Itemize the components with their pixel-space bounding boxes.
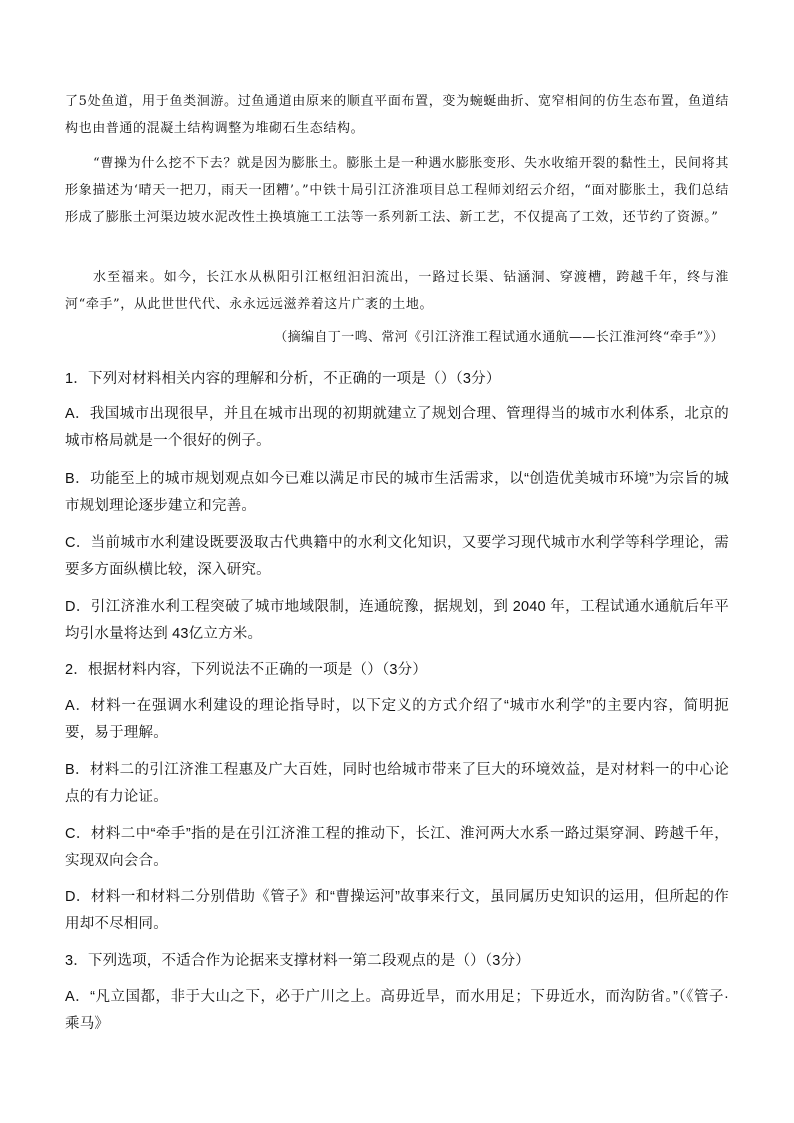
question-2-option-b: B．材料二的引江济淮工程惠及广大百姓，同时也给城市带来了巨大的环境效益，是对材料一的中心论点的有力论证。 [65, 762, 729, 805]
question-2-option-c: C．材料二中“牵手”指的是在引江济淮工程的推动下，长江、淮河两大水系一路过渠穿洞、跨越千年，实现双向会合。 [65, 826, 729, 869]
passage-source-citation: （摘编自丁一鸣、常河《引江济淮工程试通水通航——长江淮河终“牵手”》） [274, 330, 724, 345]
question-3-stem: 3．下列选项，不适合作为论据来支撑材料一第二段观点的是（）（3分） [65, 953, 530, 969]
passage-paragraph-1: 了5处鱼道，用于鱼类洄游。过鱼通道由原来的顺直平面布置，变为蜿蜒曲折、宽窄相间的仿生态布置，鱼道结构也由普通的混凝土结构调整为堆砌石生态结构。 [65, 94, 729, 136]
passage-paragraph-2: “曹操为什么挖不下去？就是因为膨胀土。膨胀土是一种遇水膨胀变形、失水收缩开裂的黏性土，民间将其形象描述为‘晴天一把刀，雨天一团糟’。”中铁十局引江济淮项目总工程师刘绍云介绍，“面对膨胀土，我们总结形成了膨胀土河渠边坡水泥改性土换填施工工法等一系列新工法、新工艺，不仅提高了工效，还节约了资源。” [65, 156, 729, 225]
passage-paragraph-3: 水至福来。如今，长江水从枞阳引江枢纽汩汩流出，一路过长渠、钻涵洞、穿渡槽，跨越千年，终与淮河“牵手”，从此世世代代、永永远远滋养着这片广袤的土地。 [65, 270, 729, 312]
question-1-option-b: B．功能至上的城市规划观点如今已难以满足市民的城市生活需求，以“创造优美城市环境”为宗旨的城市规划理论逐步建立和完善。 [65, 471, 729, 514]
question-1-option-d: D．引江济淮水利工程突破了城市地域限制，连通皖豫，据规划，到 2040 年，工程试通水通航后年平均引水量将达到 43亿立方米。 [65, 599, 729, 642]
question-2-option-a: A．材料一在强调水利建设的理论指导时，以下定义的方式介绍了“城市水利学”的主要内容，简明扼要，易于理解。 [65, 698, 729, 741]
question-2-option-d: D．材料一和材料二分别借助《管子》和“曹操运河”故事来行文，虽同属历史知识的运用，但所起的作用却不尽相同。 [65, 889, 729, 932]
question-1-option-a: A．我国城市出现很早，并且在城市出现的初期就建立了规划合理、管理得当的城市水利体系，北京的城市格局就是一个很好的例子。 [65, 406, 729, 449]
question-1-stem: 1．下列对材料相关内容的理解和分析，不正确的一项是（）（3分） [65, 371, 501, 387]
question-1-option-c: C．当前城市水利建设既要汲取古代典籍中的水利文化知识，又要学习现代城市水利学等科学理论，需要多方面纵横比较，深入研究。 [65, 535, 729, 578]
question-3-option-a: A．“凡立国都，非于大山之下，必于广川之上。高毋近旱，而水用足；下毋近水，而沟防省。”（《管子·乘马》 [65, 989, 729, 1032]
question-2-stem: 2．根据材料内容，下列说法不正确的一项是（）（3分） [65, 662, 428, 678]
